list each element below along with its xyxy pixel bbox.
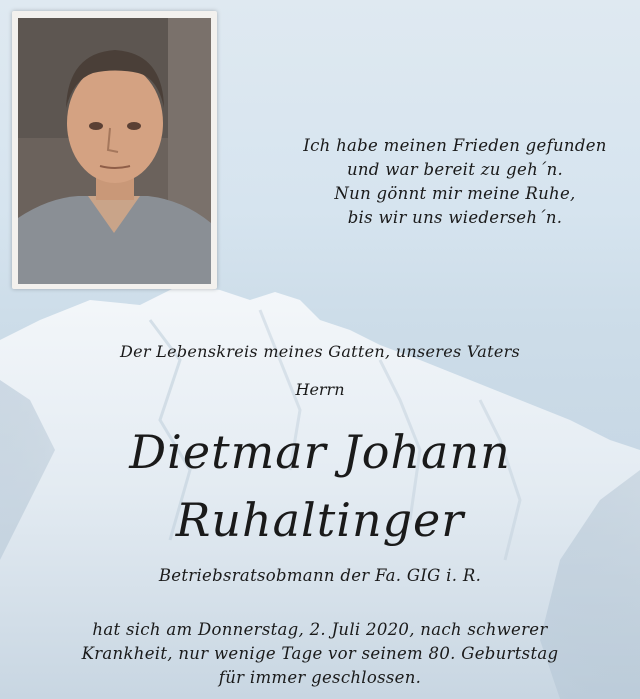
- body-line: hat sich am Donnerstag, 2. Juli 2020, nach schwerer: [92, 620, 548, 639]
- photo-frame: [12, 11, 217, 289]
- salutation: Herrn: [295, 380, 345, 399]
- deceased-name-last: Ruhaltinger: [175, 493, 465, 547]
- portrait-photo: [18, 18, 211, 284]
- intro-text: Der Lebenskreis meines Gatten, unseres Vaters: [119, 342, 521, 361]
- body-line: für immer geschlossen.: [218, 668, 422, 687]
- announcement-body: [0, 618, 640, 690]
- poem: [270, 134, 640, 230]
- deceased-title: Betriebsratsobmann der Fa. GIG i. R.: [158, 566, 482, 585]
- poem-line: Ich habe meinen Frieden gefunden: [303, 136, 607, 155]
- poem-line: bis wir uns wiederseh´n.: [347, 208, 563, 227]
- body-line: Krankheit, nur wenige Tage vor seinem 80. Geburtstag: [81, 644, 559, 663]
- poem-line: und war bereit zu geh´n.: [346, 160, 564, 179]
- deceased-name-first: Dietmar Johann: [129, 425, 511, 479]
- poem-line: Nun gönnt mir meine Ruhe,: [334, 184, 576, 203]
